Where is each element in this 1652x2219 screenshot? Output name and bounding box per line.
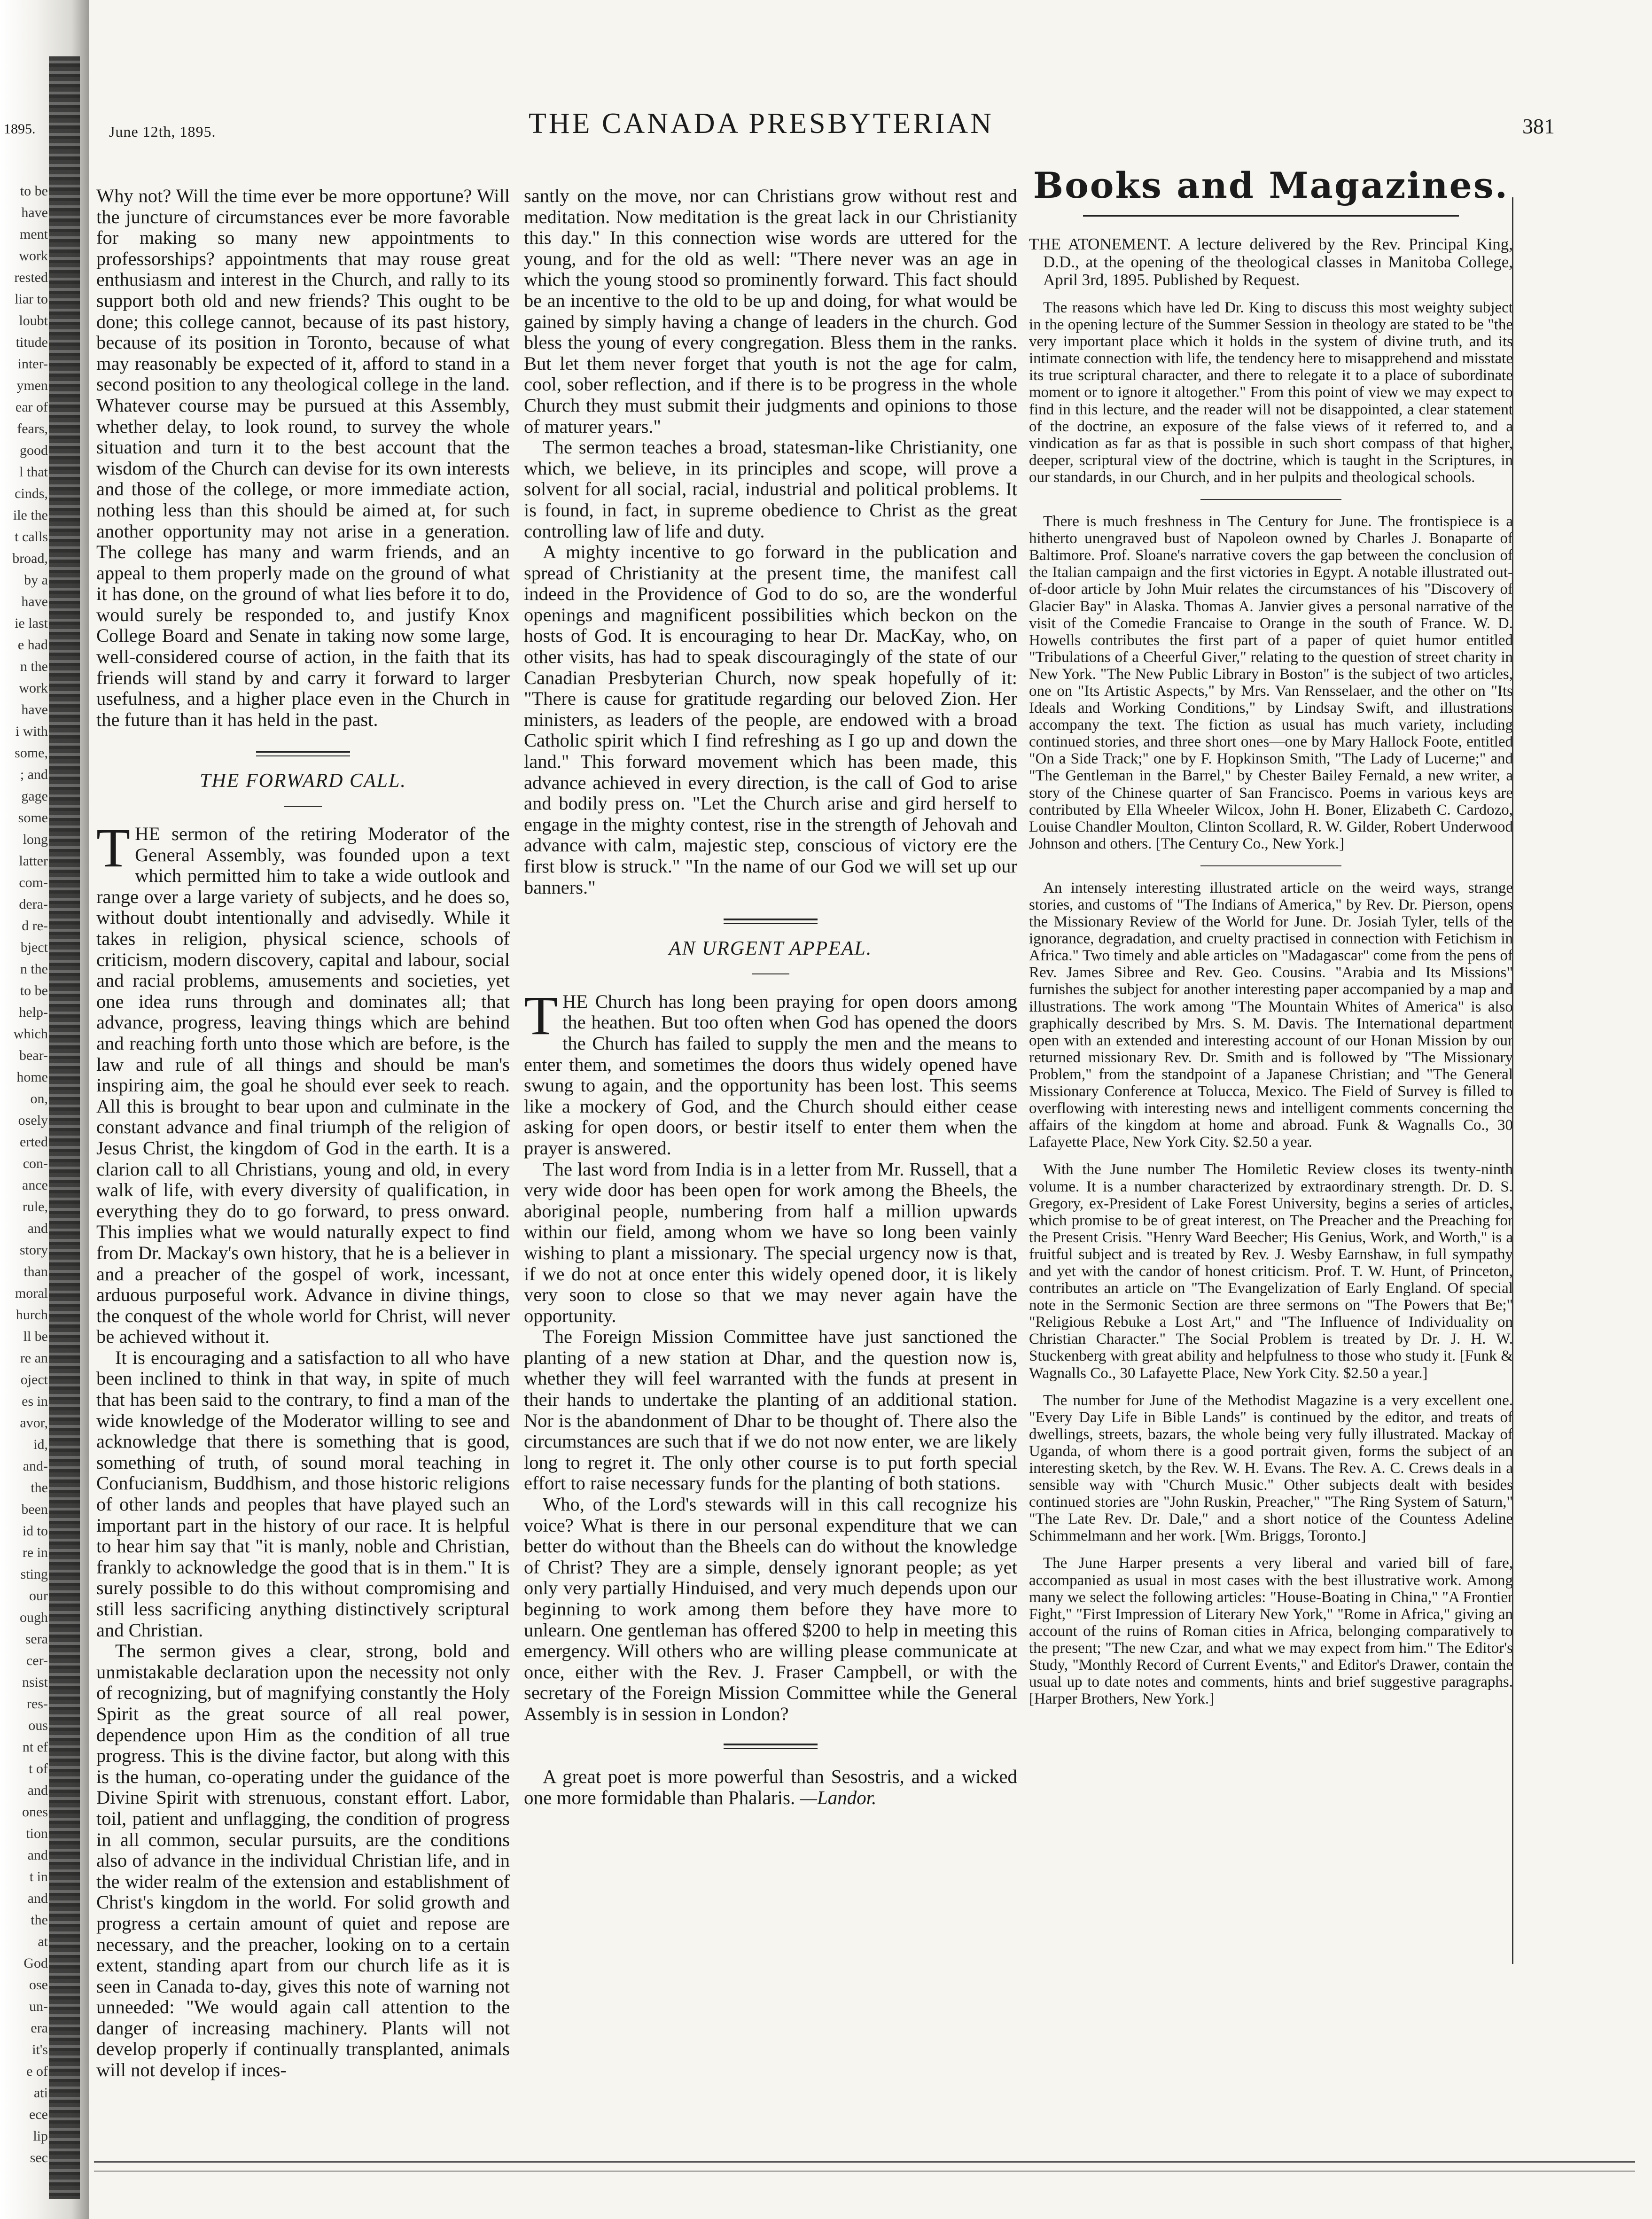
gutter-fragment: t calls [15,529,48,545]
gutter-fragment: and [27,1221,48,1236]
gutter-fragment: ment [20,226,48,242]
gutter-fragment: loubt [19,313,48,328]
gutter-fragment: broad, [12,551,48,566]
binding-shadow [49,56,80,2199]
gutter-fragment: bject [20,940,48,955]
gutter-fragment: good [20,443,48,458]
gutter-fragment: some, [15,745,48,761]
missionary-review: An intensely interesting illustrated article on the weird ways, strange stories, and customs of "The Indians of America," by Rev. Dr. Pierson, opens the Missionary Review of the World for June. Dr. Josiah Tyler, tells of the ignorance, degradation, and cruelty practised in connection with Fetichism in Africa." Two timely and able articles on "Madagascar" come from the pens of Rev. James Sibree and Rev. Geo. Cousins. "Arabia and Its Missions" furnishes the subject for another interesting paper accompanied by a map and illustrations. The work among "The Mountain Whites of America" is also graphically described by Mrs. S. M. Davis. The International department open with an extended and interesting account of our Honan Mission by our returned missionary Rev. Dr. Smith and is followed by "The Missionary Problem," from the standpoint of a Japanese Christian; and "The General Missionary Conference at Tolucca, Mexico. The Field of Survey is filled to overflowing with interesting news and intelligent comments concerning the affairs of the kingdom at home and abroad. Funk & Wagnalls Co., 30 Lafayette Place, New York City. $2.50 a year. [1029,879,1513,1151]
gutter-fragment: bear- [19,1048,48,1063]
gutter-fragment: ough [20,1610,48,1625]
gutter-fragment: com- [19,875,48,890]
gutter-fragment: tion [26,1826,48,1841]
gutter-fragment: dera- [19,896,48,912]
drop-cap: T [524,984,558,1046]
gutter-fragment: work [19,680,48,696]
gutter-fragment: ones [22,1804,48,1820]
gutter-fragment: sec [30,2150,48,2165]
gutter-fragment: ous [28,1718,48,1733]
gutter-fragment: ie last [15,615,48,631]
binding-gutter [0,0,89,2219]
section-divider [724,919,818,924]
gutter-fragment: n the [20,961,48,977]
page-number: 381 [1522,114,1555,138]
gutter-fragment: re an [20,1350,48,1366]
gutter-fragment: t of [29,1761,48,1776]
gutter-fragment: nsist [22,1674,48,1690]
gutter-fragment: and- [23,1458,48,1474]
gutter-fragment: liar to [15,291,48,307]
knox-college-paragraph: Why not? Will the time ever be more opportune? Will the juncture of circumstances ever be more favorable for making so many new appointments to professorships? appointments that may rouse great enthusiasm and interest in the Church, and rally to its support both old and new friends? This ought to be done; this college cannot, because of its past history, because of its position in Toronto, because of what may reasonably be expected of it, afford to stand in a second position to any theological college in the land. Whatever course may be pursued at this Assembly, whether delay, to look round, to survey the whole situation and turn it to the best account that the wisdom of the Church can devise for its own interests and those of the college, or more immediate action, nothing less than this should be aimed at, for such another opportunity may not arise in a generation. The college has many and warm friends, and an appeal to them properly made on the ground of what it has done, on the ground of what lies before it to do, would surely be responded to, and justify Knox College Board and Senate in taking now some large, well-considered course of action, in the faith that its friends will stand by and carry it forward to larger usefulness, and a higher place even in the Church in the future than it has held in the past. [96,185,510,730]
gutter-fragment: sting [20,1566,48,1582]
heading-rule [752,973,789,974]
gutter-fragment: have [21,205,48,220]
gutter-fragment: work [19,248,48,264]
homiletic-review: With the June number The Homiletic Review closes its twenty-ninth volume. It is a number characterized by extraordinary strength. Dr. D. S. Gregory, ex-President of Lake Forest University, begins a series of articles, which promise to be of great interest, on The Preacher and the Preaching for the Present Crisis. "Henry Ward Beecher; His Genius, Work, and Worth," is a fruitful subject and is treated by Rev. J. Wesby Earnshaw, in full sympathy and yet with the candor of honest criticism. Prof. T. W. Hunt, of Princeton, contributes an article on "The Evangelization of Early England. Of special note in the Sermonic Section are three sermons on "The Powers that Be;" "Religious Rebuke a Lost Art," and "The Influence of Individuality on Christian Character." The Social Problem is treated by Dr. J. H. W. Stuckenberg with great ability and helpfulness to those who study it. [Funk & Wagnalls Co., 30 Lafayette Place, New York City. $2.50 a year.] [1029,1161,1513,1382]
review-divider [1200,499,1341,500]
gutter-fragment: avor, [20,1415,48,1431]
gutter-fragment: rule, [22,1199,48,1215]
gutter-fragment: have [21,594,48,609]
forward-call-heading: THE FORWARD CALL. [200,770,406,792]
gutter-fragment: and [27,1847,48,1863]
newspaper-title: THE CANADA PRESBYTERIAN [529,108,994,140]
atonement-review: The reasons which have led Dr. King to discuss this most weighty subject in the opening lecture of the Summer Session in theology are stated to be "the very important place which it holds in the system of divine truth, and its intimate connection with life, the tendency here to misapprehend and misstate its true scriptural character, and there to relegate it to a place of subordinate moment or to ignore it altogether." From this point of view we may expect to find in this lecture, and the reader will not be disappointed, a clear statement of the doctrine, an exposure of the false views of it referred to, and a vindication as far as that is possible in such short compass of that higher, deeper, scriptural view of the doctrine, which is taught in the Scriptures, in our standards, in our Church, and in her pulpits and theological schools. [1029,299,1513,486]
atonement-citation: THE ATONEMENT. A lecture delivered by the Rev. Principal King, D.D., at the opening of the theological classes in Manitoba College, April 3rd, 1895. Published by Request. [1029,235,1513,289]
gutter-fragment: es in [22,1394,48,1409]
urgent-appeal-heading: AN URGENT APPEAL. [669,938,873,960]
gutter-fragment: latter [19,853,48,869]
gutter-fragment: nt ef [22,1739,48,1755]
gutter-fragment: ; and [20,767,48,782]
gutter-fragment: lip [33,2128,48,2144]
gutter-fragment: era [31,2020,48,2036]
bottom-rule-secondary [94,2171,1635,2172]
gutter-fragment: id, [33,1437,48,1452]
gutter-fragment: l that [19,464,48,480]
forward-call-paragraph-1: THE sermon of the retiring Moderator of the General Assembly, was founded upon a text which permitted him to take a wide outlook and range over a large variety of subjects, and he does so, without doubt intentionally and advisedly. While it takes in religion, physical science, schools of criticism, modern discovery, capital and labour, social and racial problems, amusements and societies, yet one idea runs through and dominates all; that advance, progress, leaving things which are behind and reaching forth unto those which are before, is the law and rule of all things and should be man's inspiring aim, the goal he should ever seek to reach. All this is brought to bear upon and culminate in the constant advance and final triumph of the religion of Jesus Christ, the kingdom of God in the earth. It is a clarion call to all Christians, young and old, in every walk of life, with every diversity of qualification, in everything they do to go forward, to press onward. This implies what we would naturally expect to find from Dr. Mackay's own history, that he is a believer in and a preacher of the gospel of work, incessant, arduous purposeful work. Advance in divine things, the conquest of the whole world for Christ, will never be achieved without it. [96,817,510,1347]
heading-rule [284,806,322,807]
gutter-fragment: ymen [16,378,48,393]
harper-review: The June Harper presents a very liberal and varied bill of fare, accompanied as usual in most cases with the best illustrative work. Among many we select the following articles: "House-Boating in China," "A Frontier Fight," "First Impression of Literary New York," "Rome in Africa," giving an account of the ruins of Roman cities in Africa, belonging comparatively to the present; "The new Czar, and what we may expect from him." The Editor's Study, "Monthly Record of Current Events," and Editor's Drawer, contain the usual up to date notes and comments, hints and brief suggestive paragraphs. [Harper Brothers, New York.] [1029,1555,1513,1708]
column-middle [524,186,1017,1808]
gutter-fragment: ose [29,1977,48,1993]
gutter-fragment: story [20,1242,48,1258]
quote-author: —Landor. [800,1786,877,1808]
forward-call-continued-3: A mighty incentive to go forward in the publication and spread of Christianity at the present time, the manifest call indeed in the Providence of God to do so, are the wonderful openings and magnificent possibilities which beckon on the hosts of God. It is encouraging to hear Dr. MacKay, who, on other visits, has had to speak discouragingly of the state of our Canadian Presbyterian Church, now speak hopefully of it: "There is cause for gratitude regarding our beloved Zion. Her ministers, as leaders of the people, are endowed with a broad Catholic spirit which I find refreshing as I go up and down the land." This forward movement which has been made, this advance achieved in every direction, is the call of God to arise and bodily press on. "Let the Church arise and gird herself to engage in the mighty contest, rise in the strength of Jehovah and advance with calm, majestic step, conscious of victory ere the first blow is struck." "In the name of our God we will set up our banners." [524,541,1017,898]
forward-call-paragraph-2: It is encouraging and a satisfaction to all who have been inclined to think in that way, in spite of much that has been said to the contrary, to find a man of the wide knowledge of the Moderator willing to see and acknowledge that there is something that is good, something of truth, of sound moral teaching in Confucianism, Buddhism, and those historic religions of other lands and peoples that have played such an important part in the history of our race. It is helpful to hear him say that "it is manly, noble and Christian, frankly to acknowledge the good that is in them." It is surely possible to do this without compromising and still less sacrificing anything distinctively scriptural and Christian. [96,1347,510,1641]
section-divider [256,751,350,756]
gutter-fragment: ance [22,1177,48,1193]
gutter-fragment: help- [19,1004,48,1020]
forward-call-continued-2: The sermon teaches a broad, statesman-like Christianity, one which, we believe, in its principles and scope, will prove a solvent for all social, racial, industrial and political problems. It is found, in fact, in supreme obedience to Christ as the great controlling law of life and duty. [524,436,1017,542]
gutter-fragment: the [31,1480,48,1495]
gutter-fragment: id to [22,1523,48,1539]
gutter-fragment: i with [15,724,48,739]
methodist-review: The number for June of the Methodist Magazine is a very excellent one. "Every Day Life in Bible Lands" is continued by the editor, and treats of dwellings, streets, bazars, the whole being very fully illustrated. Mackay of Uganda, of whom there is a good portrait given, forms the subject of an interesting sketch, by the Rev. W. H. Evans. The Rev. A. C. Crews deals in a sensible way with "Church Music." Other subjects dealt with besides continued stories are "John Ruskin, Preacher," "The Ring System of Saturn," "The Late Rev. Dr. Dale," and a short notice of the Countess Adeline Schimmelmann and her work. [Wm. Briggs, Toronto.] [1029,1392,1513,1545]
gutter-fragment: osely [18,1113,48,1128]
gutter-fragment: con- [23,1156,48,1171]
urgent-appeal-paragraph-4: Who, of the Lord's stewards will in this call recognize his voice? What is there in our personal expenditure that we can better do without than the Bheels can do without the knowledge of Christ? They are a simple, densely ignorant people; as yet only very partially Hinduised, and very much depends upon our beginning to work among them before they have more to unlearn. One gentleman has offered $200 to help in meeting this emergency. Will others who are willing please communicate at once, either with the Rev. J. Fraser Campbell, or with the secretary of the Foreign Mission Committee while the General Assembly is in session in London? [524,1494,1017,1724]
gutter-fragment: than [23,1264,48,1279]
section-divider [724,1744,818,1749]
gutter-fragment: ll be [23,1329,48,1344]
gutter-fragment: on, [30,1091,48,1106]
gutter-fragment: d re- [22,918,48,934]
urgent-appeal-paragraph-2: The last word from India is in a letter from Mr. Russell, that a very wide door has been open for work among the Bheels, the aboriginal people, numbering from half a million upwards within our field, among whom we have so long been vainly wishing to plant a missionary. The special urgency now is that, if we do not at once enter this widely opened door, it is likely very soon to close so that we may never again have the opportunity. [524,1158,1017,1326]
century-review: There is much freshness in The Century for June. The frontispiece is a hitherto unengraved bust of Napoleon owned by Charles J. Bonaparte of Baltimore. Prof. Sloane's narrative covers the gap between the conclusion of the Italian campaign and the first victories in Egypt. A notable illustrated out-of-door article by John Muir relates the circumstances of his "Discovery of Glacier Bay" in Alaska. Thomas A. Janvier gives a personal narrative of the visit of the Comedie Francaise to Orange in the south of France. W. D. Howells contributes the first part of a paper of quiet humor entitled "Tribulations of a Cheerful Giver," relating to the question of street charity in New York. "The New Public Library in Boston" is the subject of two articles, one on "Its Artistic Aspects," by Mrs. Van Rensselaer, and the other on "Its Ideals and Working Conditions," by Lindsay Swift, and illustrations accompany the text. The fiction as usual has much variety, including continued stories, and three short ones—one by Mary Hallock Foote, entitled "On a Side Track;" one by F. Hopkinson Smith, "The Lady of Lucerne;" and "The Gentleman in the Barrel," by Chester Bailey Fernald, a new writer, a story of the Chinese quarter of San Francisco. Poems in various keys are contributed by Ella Wheeler Wilcox, John H. Boner, Elizabeth C. Cardozo, Louise Chandler Moulton, Clinton Scollard, R. W. Gilder, Robert Underwood Johnson and others. [The Century Co., New York.] [1029,513,1513,852]
gutter-fragment: long [23,832,48,847]
left-edge-year: 1895. [4,121,36,137]
gutter-fragment: and [27,1783,48,1798]
gutter-fragment: which [13,1026,48,1042]
review-divider [1200,865,1341,866]
issue-date: June 12th, 1895. [109,123,216,140]
gutter-fragment: by a [24,572,48,588]
column-right [1029,164,1513,1718]
gutter-fragment: fears, [17,421,48,436]
drop-cap: T [96,817,131,879]
gutter-fragment: ece [29,2107,48,2122]
gutter-fragment: res- [27,1696,48,1712]
title-rule [1083,215,1459,217]
gutter-fragment: e had [17,637,48,653]
gutter-fragment: some [18,810,48,825]
gutter-fragment: e of [26,2063,48,2079]
gutter-fragment: God [23,1955,48,1971]
gutter-fragment: re in [22,1545,48,1560]
gutter-fragment: un- [29,1999,48,2014]
gutter-fragment: oject [20,1372,48,1387]
gutter-fragment: ear of [15,399,48,415]
gutter-fragment: been [21,1502,48,1517]
gutter-fragment: sera [25,1631,48,1647]
gutter-fragment: cinds, [15,486,48,501]
forward-call-paragraph-3: The sermon gives a clear, strong, bold and unmistakable declaration upon the necessity not only of recognizing, but of magnifying constantly the Holy Spirit as the great source of all real power, dependence upon Him as the condition of all true progress. This is the divine factor, but along with this is the human, co-operating under the guidance of the Divine Spirit with strenuous, constant effort. Labor, toil, patient and unflagging, the condition of progress in all common, secular pursuits, are the conditions also of advance in the individual Christian life, and in the wider realm of the extension and establishment of Christ's kingdom in the world. For solid growth and progress a certain amount of quiet and repose are necessary, and the preacher, looking on to a certain extent, standing apart from our church life as it is seen in Canada to-day, gives this note of warning not unneeded: "We would again call attention to the danger of increasing machinery. Plants will not develop properly if continually transplanted, animals will not develop if inces- [96,1640,510,2081]
gutter-fragment: titude [16,335,48,350]
gutter-fragment: t in [29,1869,48,1884]
right-column-rule [1512,197,1513,1964]
forward-call-continued-1: santly on the move, nor can Christians grow without rest and meditation. Now meditation is the great lack in our Christianity this day." In this connection wise words are uttered for the young, and for the old as well: "There never was an age in which the young stood so prominently forward. This fact should be an incentive to the old to be up and doing, for what would be gained by simply having a change of leaders in the church. God bless the young of every congregation. Bless them in the ranks. But let them never forget that youth is not the age for calm, cool, sober reflection, and if there is to be progress in the whole Church they must submit their judgments and opinions to those of maturer years." [524,185,1017,437]
gutter-fragment: ile the [13,507,48,523]
bottom-rule [94,2161,1635,2163]
gutter-fragment: moral [15,1285,48,1301]
gutter-fragment: hurch [16,1307,48,1323]
gutter-fragment: inter- [17,356,48,372]
gutter-fragment: it's [32,2042,48,2057]
gutter-fragment: and [27,1891,48,1906]
gutter-fragment: have [21,702,48,717]
page-header [0,107,1652,145]
gutter-fragment: ati [34,2085,48,2101]
gutter-fragment: to be [20,983,48,998]
landor-quote: A great poet is more powerful than Sesostris, and a wicked one more formidable than Phalaris. —Landor. [524,1765,1017,1808]
urgent-appeal-paragraph-3: The Foreign Mission Committee have just sanctioned the planting of a new station at Dhar, and the question now is, whether they will feel warranted with the funds at present in their hands to undertake the planting of an additional station. Nor is the abandonment of Dhar to be thought of. There also the circumstances are such that if we do not now enter, we are likely long to regret it. The only other course is to put forth special effort to raise necessary funds for the planting of both stations. [524,1326,1017,1494]
column-left [96,186,510,2081]
gutter-fragment: the [31,1912,48,1928]
gutter-fragment: cer- [26,1653,48,1668]
gutter-fragment: n the [20,659,48,674]
gutter-fragment: gage [21,788,48,804]
books-magazines-title: Books and Magazines. [1033,164,1509,206]
gutter-fragment: home [16,1069,48,1085]
gutter-fragment: our [29,1588,48,1604]
gutter-fragment: at [38,1934,48,1949]
urgent-appeal-paragraph-1: THE Church has long been praying for open doors among the heathen. But too often when God has opened the doors the Church has failed to supply the men and the means to enter them, and sometimes the doors thus widely opened have swung to again, and the opportunity has been lost. This seems like a mockery of God, and the Church should either cease asking for open doors, or bestir itself to enter them when the prayer is answered. [524,984,1017,1159]
gutter-fragment: erted [20,1134,48,1150]
gutter-fragment: rested [14,270,48,285]
gutter-fragment: to be [20,183,48,199]
